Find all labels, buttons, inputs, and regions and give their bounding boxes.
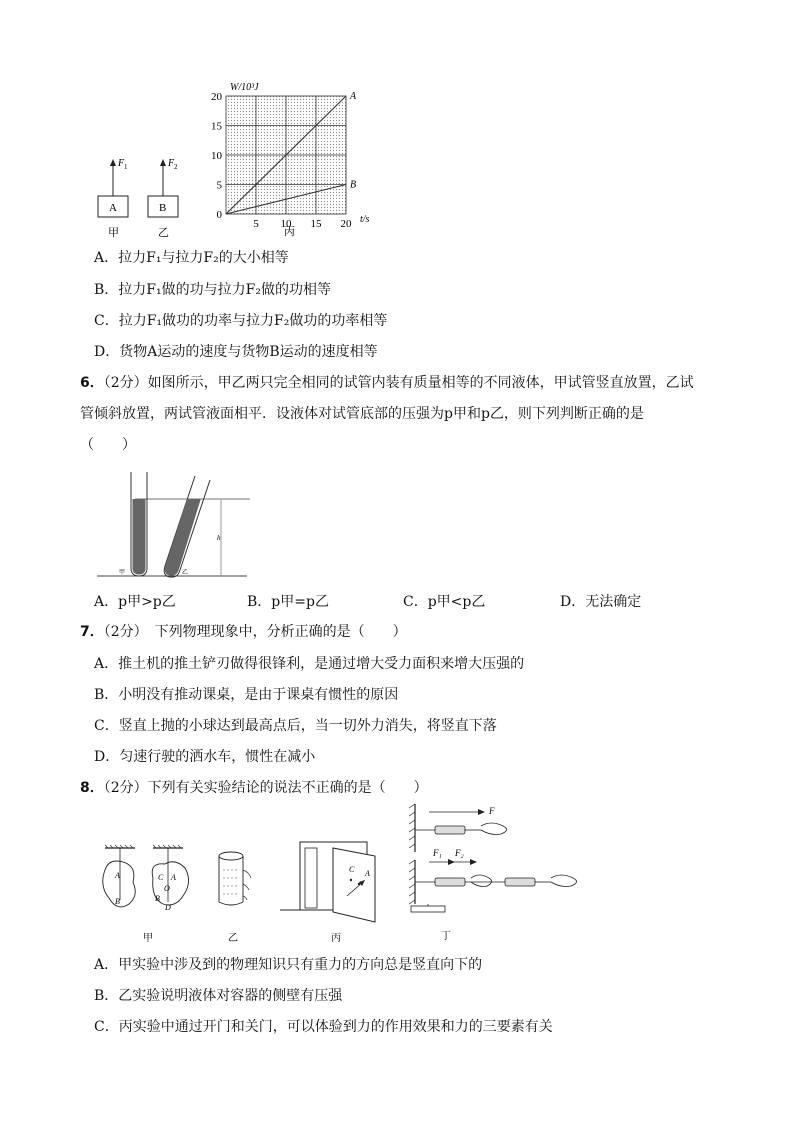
svg-text:C: C bbox=[158, 873, 164, 882]
caption-bing: 丙 bbox=[331, 933, 341, 944]
svg-text:B: B bbox=[115, 897, 120, 906]
q7-option-d: D．匀速行驶的洒水车，惯性在减小 bbox=[94, 749, 316, 765]
svg-text:1: 1 bbox=[124, 163, 128, 171]
tube-jia bbox=[131, 472, 147, 576]
q6-stem-line1 bbox=[80, 373, 694, 393]
caption-ding: 丁 bbox=[441, 931, 451, 942]
label-jia: 甲 bbox=[119, 570, 126, 576]
svg-text:D: D bbox=[165, 903, 171, 912]
x-tick-label: 10 bbox=[280, 218, 292, 230]
y-tick-label: 10 bbox=[211, 150, 222, 162]
q7-stem-text: 下列物理现象中，分析正确的是（ ） bbox=[140, 624, 407, 640]
q6-option-a: A．p甲>p乙 bbox=[94, 594, 176, 610]
q6-stem-text: 如图所示，甲乙两只完全相同的试管内装有质量相等的不同液体，甲试管竖直放置，乙试 bbox=[147, 375, 694, 391]
q8-option-a: A．甲实验中涉及到的物理知识只有重力的方向总是竖直向下的 bbox=[94, 957, 483, 973]
svg-text:A: A bbox=[115, 871, 120, 880]
q7-score: （2分） bbox=[103, 624, 141, 640]
y-tick-label: 15 bbox=[211, 120, 222, 133]
svg-text:A: A bbox=[171, 873, 176, 882]
q8-stem bbox=[80, 778, 428, 798]
svg-text:A: A bbox=[109, 202, 117, 214]
series-label-a: A bbox=[350, 91, 357, 102]
y-tick-label: 0 bbox=[216, 209, 222, 221]
q6-score: （2分） bbox=[103, 375, 148, 391]
q5-option-a: A．拉力F₁与拉力F₂的大小相等 bbox=[94, 250, 289, 266]
q6-number: 6． bbox=[80, 375, 104, 391]
x-tick-label: 15 bbox=[310, 218, 322, 230]
q7-stem bbox=[80, 622, 407, 642]
experiment-jia bbox=[103, 845, 189, 944]
chart-caption: 丙 bbox=[284, 226, 295, 238]
q5-option-b: B．拉力F₁做的功与拉力F₂做的功相等 bbox=[94, 282, 331, 298]
x-tick-label: 5 bbox=[253, 218, 259, 230]
svg-text:B: B bbox=[159, 202, 167, 214]
q7-option-a: A．推土机的推土铲刃做得很锋利，是通过增大受力面积来增大压强的 bbox=[94, 656, 525, 672]
label-f2: F₂ bbox=[455, 848, 464, 858]
tube-yi bbox=[164, 476, 210, 577]
label-yi: 乙 bbox=[182, 570, 189, 576]
caption-jia: 甲 bbox=[143, 933, 153, 944]
q6-option-d: D．无法确定 bbox=[560, 594, 642, 610]
experiment-ding bbox=[409, 804, 577, 942]
q8-option-c: C．丙实验中通过开门和关门，可以体验到力的作用效果和力的三要素有关 bbox=[94, 1019, 553, 1035]
svg-text:F: F bbox=[118, 158, 125, 169]
q8-number: 8． bbox=[80, 780, 104, 796]
svg-text:2: 2 bbox=[174, 163, 178, 171]
svg-text:乙: 乙 bbox=[158, 227, 169, 239]
y-tick-label: 20 bbox=[211, 91, 222, 103]
q8-stem-text: 下列有关实验结论的说法不正确的是（ ） bbox=[147, 780, 428, 796]
series-label-b: B bbox=[350, 179, 357, 191]
q8-experiments-figure bbox=[95, 800, 585, 945]
experiment-yi bbox=[219, 852, 251, 944]
label-f: F bbox=[489, 806, 495, 816]
q8-score: （2分） bbox=[103, 780, 148, 796]
svg-text:O: O bbox=[164, 884, 170, 893]
svg-text:C: C bbox=[349, 865, 355, 874]
svg-text:F: F bbox=[168, 158, 175, 169]
q6-option-b: B．p甲=p乙 bbox=[247, 594, 329, 610]
experiment-bing bbox=[280, 842, 375, 944]
q5-force-diagram bbox=[92, 150, 202, 240]
q6-option-c: C．p甲<p乙 bbox=[403, 594, 486, 610]
q6-blank: （ ） bbox=[80, 437, 136, 453]
label-h: h bbox=[217, 534, 221, 542]
q7-number: 7． bbox=[80, 624, 104, 640]
work-time-chart bbox=[200, 80, 390, 240]
q7-option-c: C．竖直上抛的小球达到最高点后，当一切外力消失，将竖直下落 bbox=[94, 718, 497, 734]
caption-yi: 乙 bbox=[228, 933, 238, 944]
q6-test-tubes-figure bbox=[95, 470, 255, 582]
q6-stem-line2: 管倾斜放置，两试管液面相平．设液体对试管底部的压强为p甲和p乙，则下列判断正确的是 bbox=[80, 406, 644, 422]
x-axis-label: t/s bbox=[360, 214, 370, 225]
q8-option-b: B．乙实验说明液体对容器的侧壁有压强 bbox=[94, 988, 343, 1004]
q7-option-b: B．小明没有推动课桌，是由于课桌有惯性的原因 bbox=[94, 687, 399, 703]
q5-option-c: C．拉力F₁做功的功率与拉力F₂做功的功率相等 bbox=[94, 313, 388, 329]
svg-text:A: A bbox=[365, 869, 370, 878]
y-tick-label: 5 bbox=[216, 179, 222, 192]
label-f1: F₁ bbox=[433, 848, 442, 858]
y-axis-label: W/10³J bbox=[230, 82, 259, 93]
x-tick-label: 20 bbox=[340, 218, 352, 230]
q5-option-d: D．货物A运动的速度与货物B运动的速度相等 bbox=[94, 344, 378, 360]
svg-text:B: B bbox=[155, 894, 160, 903]
svg-text:甲: 甲 bbox=[108, 227, 119, 239]
